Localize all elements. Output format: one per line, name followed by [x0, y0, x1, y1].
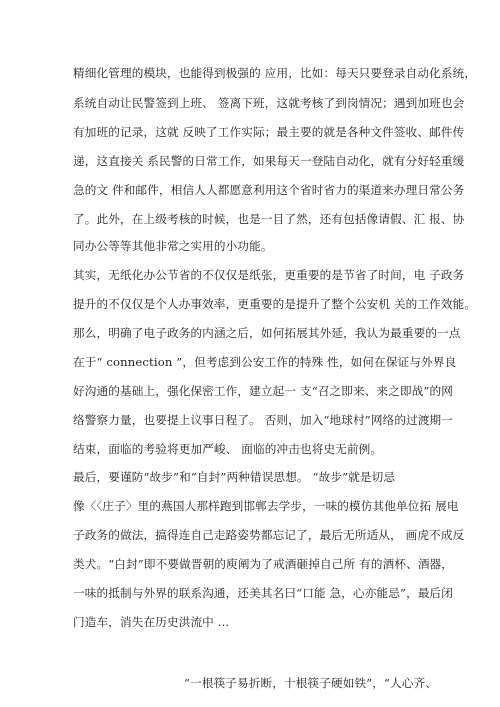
- text-line: 一味的抵制与外界的联系沟通，还美其名曰“口能 急，心亦能忌”，最后闭: [73, 586, 454, 600]
- text-line: 同办公等等其他非常之实用的小功能。: [73, 239, 273, 253]
- text-line: 系统自动让民警签到上班、 签离下班，这就考核了到岗情况；遇到加班也会: [73, 96, 465, 110]
- text-line: 好沟通的基础上，强化保密工作，建立起一 支“召之即来、来之即战”的网: [73, 384, 454, 398]
- text-line: 了。此外，在上级考核的时候，也是一目了然，还有包括像请假、汇 报、协: [73, 212, 465, 226]
- text-line: 结束，面临的考验将更加严峻、 面临的冲击也将史无前例。: [73, 442, 383, 456]
- text-line: 络警察力量，也要提上议事日程了。 否则，加入“地球村”网络的过渡期一: [73, 413, 454, 427]
- text-line: 子政务的做法，搞得连自己走路姿势都忘记了，最后无所适从， 画虎不成反: [73, 528, 465, 542]
- text-line: 递，这直接关 系民警的日常工作，如果每天一登陆自动化，就有分好轻重缓: [73, 154, 465, 168]
- text-line: 门造车，消失在历史洪流中 ...: [73, 615, 230, 629]
- text-line: 类犬。“白封”即不要做晋朝的庾阐为了戒酒砸掉自己所 有的酒杯、酒器，: [73, 557, 454, 571]
- text-line: 最后，要谨防“故步”和“自封”两种错误思想。 “故步”就是切忌: [73, 470, 396, 484]
- text-line: 提升的不仅仅是个人办事效率，更重要的是提升了整个公安机 关的工作效能。: [73, 297, 477, 311]
- text-line: 急的文 件和邮件，相信人人都愿意利用这个省时省力的渠道来办理日常公务: [73, 183, 465, 197]
- text-line: “一根筷子易折断，十根筷子硬如铁”，“人心齐、: [184, 676, 438, 690]
- text-line: 其实，无纸化办公节省的不仅仅是纸张，更重要的是节省了时间，电 子政务: [73, 268, 465, 282]
- text-line: 那么，明确了电子政务的内涵之后，如何拓展其外延，我认为最重要的一点: [73, 326, 461, 340]
- text-line: 精细化管理的模块，也能得到极强的 应用，比如：每天只要登录自动化系统，: [73, 66, 477, 80]
- text-line: 像〈〈庄子〉里的燕国人那样跑到邯郸去学步，一味的模仿其他单位拓 展电: [73, 499, 459, 513]
- text-line: 有加班的记录，这就 反映了工作实际；最主要的就是各种文件签收、邮件传: [73, 125, 465, 139]
- text-line: 在于“ connection ”，但考虑到公安工作的特殊 性，如何在保证与外界良: [73, 355, 457, 369]
